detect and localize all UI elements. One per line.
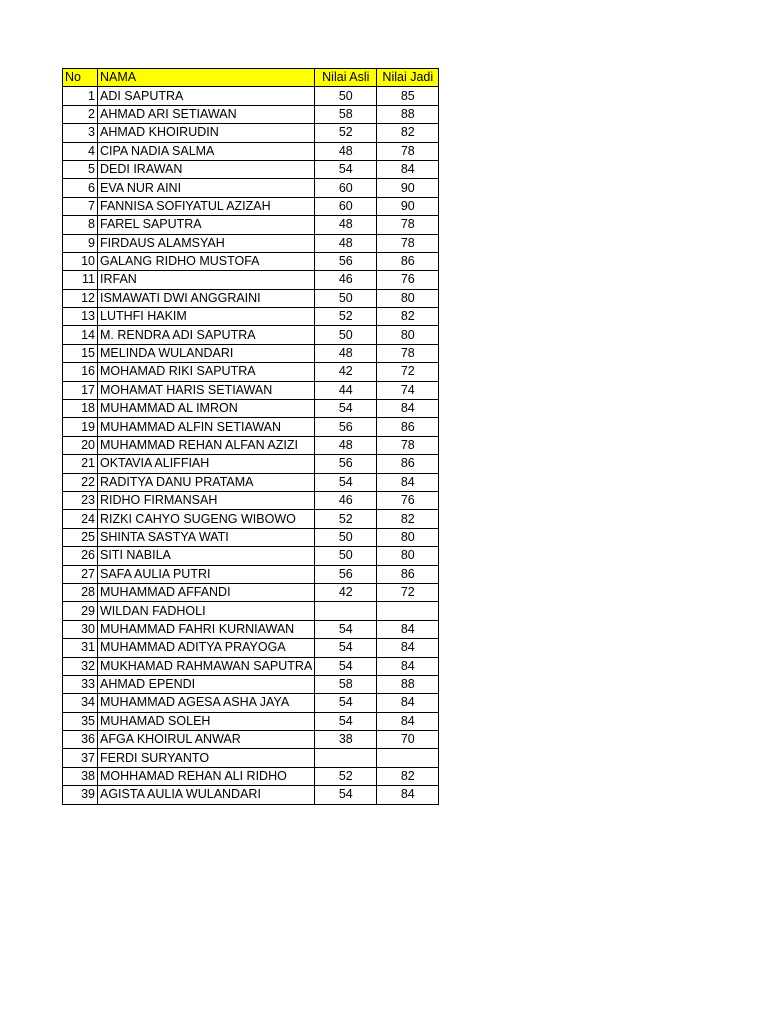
row-nilai-jadi-cell: 84	[377, 473, 439, 491]
table-row	[63, 528, 439, 546]
table-row	[63, 418, 439, 436]
table-row	[63, 234, 439, 252]
row-nilai-asli-cell: 54	[315, 712, 377, 730]
row-no-cell: 34	[63, 694, 98, 712]
row-nilai-jadi-cell: 84	[377, 786, 439, 804]
row-name-cell: LUTHFI HAKIM	[98, 308, 315, 326]
row-nilai-jadi-cell: 78	[377, 344, 439, 362]
row-no-cell: 22	[63, 473, 98, 491]
table-row	[63, 252, 439, 270]
row-nilai-jadi-cell: 86	[377, 455, 439, 473]
table-row	[63, 381, 439, 399]
row-nilai-asli-cell: 50	[315, 87, 377, 105]
row-nilai-asli-cell: 48	[315, 216, 377, 234]
row-no-cell: 15	[63, 344, 98, 362]
table-row	[63, 179, 439, 197]
row-no-cell: 35	[63, 712, 98, 730]
row-nilai-jadi-cell: 80	[377, 326, 439, 344]
header-nilai-jadi: Nilai Jadi	[377, 69, 439, 87]
row-nilai-asli-cell: 42	[315, 583, 377, 601]
row-nilai-asli-cell: 48	[315, 234, 377, 252]
table-row	[63, 363, 439, 381]
table-row	[63, 142, 439, 160]
row-nilai-jadi-cell: 84	[377, 400, 439, 418]
table-row	[63, 786, 439, 804]
row-nilai-jadi-cell: 90	[377, 197, 439, 215]
table-row	[63, 160, 439, 178]
row-name-cell: MOHAMAD RIKI SAPUTRA	[98, 363, 315, 381]
row-name-cell: AHMAD KHOIRUDIN	[98, 124, 315, 142]
row-no-cell: 37	[63, 749, 98, 767]
row-nilai-jadi-cell: 82	[377, 767, 439, 785]
row-no-cell: 20	[63, 436, 98, 454]
header-row	[63, 69, 439, 87]
row-nilai-asli-cell: 54	[315, 400, 377, 418]
row-no-cell: 7	[63, 197, 98, 215]
row-name-cell: SITI NABILA	[98, 547, 315, 565]
row-no-cell: 38	[63, 767, 98, 785]
row-nilai-asli-cell: 38	[315, 731, 377, 749]
row-nilai-asli-cell: 56	[315, 455, 377, 473]
row-nilai-jadi-cell: 84	[377, 657, 439, 675]
table-row	[63, 105, 439, 123]
table-row	[63, 675, 439, 693]
row-nilai-asli-cell: 46	[315, 271, 377, 289]
row-name-cell: AHMAD EPENDI	[98, 675, 315, 693]
row-no-cell: 27	[63, 565, 98, 583]
row-nilai-asli-cell: 52	[315, 124, 377, 142]
row-name-cell: SAFA AULIA PUTRI	[98, 565, 315, 583]
row-nilai-jadi-cell: 88	[377, 105, 439, 123]
row-name-cell: AFGA KHOIRUL ANWAR	[98, 731, 315, 749]
row-nilai-jadi-cell: 84	[377, 639, 439, 657]
row-no-cell: 6	[63, 179, 98, 197]
table-row	[63, 547, 439, 565]
row-name-cell: CIPA NADIA SALMA	[98, 142, 315, 160]
row-nilai-jadi-cell: 84	[377, 160, 439, 178]
row-name-cell: AGISTA AULIA WULANDARI	[98, 786, 315, 804]
row-nilai-jadi-cell: 76	[377, 491, 439, 509]
row-no-cell: 36	[63, 731, 98, 749]
row-no-cell: 13	[63, 308, 98, 326]
row-no-cell: 5	[63, 160, 98, 178]
row-name-cell: GALANG RIDHO MUSTOFA	[98, 252, 315, 270]
row-nilai-asli-cell: 50	[315, 326, 377, 344]
table-row	[63, 197, 439, 215]
row-nilai-asli-cell: 54	[315, 786, 377, 804]
row-nilai-jadi-cell: 80	[377, 547, 439, 565]
row-nilai-jadi-cell: 82	[377, 124, 439, 142]
row-name-cell: MUHAMMAD AFFANDI	[98, 583, 315, 601]
table-row	[63, 767, 439, 785]
row-name-cell: MUHAMMAD AGESA ASHA JAYA	[98, 694, 315, 712]
row-no-cell: 8	[63, 216, 98, 234]
row-name-cell: RIZKI CAHYO SUGENG WIBOWO	[98, 510, 315, 528]
table-row	[63, 308, 439, 326]
row-no-cell: 10	[63, 252, 98, 270]
row-nilai-jadi-cell: 86	[377, 418, 439, 436]
table-row	[63, 271, 439, 289]
row-no-cell: 11	[63, 271, 98, 289]
row-nilai-jadi-cell: 76	[377, 271, 439, 289]
row-nilai-jadi-cell	[377, 602, 439, 620]
row-nilai-jadi-cell: 72	[377, 363, 439, 381]
row-no-cell: 33	[63, 675, 98, 693]
row-nilai-asli-cell: 56	[315, 252, 377, 270]
table-row	[63, 639, 439, 657]
row-nilai-asli-cell: 54	[315, 473, 377, 491]
row-nilai-asli-cell: 54	[315, 620, 377, 638]
row-name-cell: OKTAVIA ALIFFIAH	[98, 455, 315, 473]
row-nilai-asli-cell: 60	[315, 197, 377, 215]
header-no: No	[63, 69, 98, 87]
row-nilai-asli-cell	[315, 602, 377, 620]
row-no-cell: 39	[63, 786, 98, 804]
table-row	[63, 326, 439, 344]
row-nilai-asli-cell: 50	[315, 547, 377, 565]
row-name-cell: ISMAWATI DWI ANGGRAINI	[98, 289, 315, 307]
table-row	[63, 473, 439, 491]
row-nilai-jadi-cell: 78	[377, 216, 439, 234]
row-name-cell: ADI SAPUTRA	[98, 87, 315, 105]
row-nilai-jadi-cell	[377, 749, 439, 767]
row-nilai-asli-cell: 44	[315, 381, 377, 399]
row-nilai-asli-cell: 42	[315, 363, 377, 381]
table-row	[63, 455, 439, 473]
row-nilai-asli-cell: 50	[315, 528, 377, 546]
row-nilai-jadi-cell: 80	[377, 528, 439, 546]
row-no-cell: 30	[63, 620, 98, 638]
row-name-cell: MUHAMMAD AL IMRON	[98, 400, 315, 418]
table-row	[63, 344, 439, 362]
row-nilai-asli-cell: 48	[315, 344, 377, 362]
row-name-cell: MUHAMMAD FAHRI KURNIAWAN	[98, 620, 315, 638]
row-name-cell: MELINDA WULANDARI	[98, 344, 315, 362]
row-nilai-jadi-cell: 84	[377, 694, 439, 712]
row-name-cell: MOHAMAT HARIS SETIAWAN	[98, 381, 315, 399]
row-nilai-jadi-cell: 80	[377, 289, 439, 307]
table-row	[63, 216, 439, 234]
row-nilai-asli-cell: 58	[315, 105, 377, 123]
row-nilai-asli-cell: 54	[315, 694, 377, 712]
row-name-cell: MOHHAMAD REHAN ALI RIDHO	[98, 767, 315, 785]
row-name-cell: M. RENDRA ADI SAPUTRA	[98, 326, 315, 344]
table-row	[63, 87, 439, 105]
row-no-cell: 28	[63, 583, 98, 601]
row-nilai-jadi-cell: 86	[377, 565, 439, 583]
row-nilai-jadi-cell: 90	[377, 179, 439, 197]
row-nilai-asli-cell: 56	[315, 565, 377, 583]
row-name-cell: FERDI SURYANTO	[98, 749, 315, 767]
row-nilai-asli-cell: 54	[315, 160, 377, 178]
row-no-cell: 29	[63, 602, 98, 620]
row-no-cell: 23	[63, 491, 98, 509]
row-no-cell: 9	[63, 234, 98, 252]
row-nilai-jadi-cell: 74	[377, 381, 439, 399]
row-nilai-asli-cell: 52	[315, 308, 377, 326]
row-no-cell: 16	[63, 363, 98, 381]
row-no-cell: 32	[63, 657, 98, 675]
row-name-cell: AHMAD ARI SETIAWAN	[98, 105, 315, 123]
row-name-cell: EVA NUR AINI	[98, 179, 315, 197]
table-row	[63, 620, 439, 638]
table-row	[63, 436, 439, 454]
row-nilai-asli-cell: 54	[315, 657, 377, 675]
row-no-cell: 19	[63, 418, 98, 436]
row-no-cell: 24	[63, 510, 98, 528]
row-nilai-jadi-cell: 82	[377, 510, 439, 528]
table-row	[63, 602, 439, 620]
row-name-cell: RIDHO FIRMANSAH	[98, 491, 315, 509]
row-name-cell: SHINTA SASTYA WATI	[98, 528, 315, 546]
row-name-cell: MUHAMMAD ALFIN SETIAWAN	[98, 418, 315, 436]
row-name-cell: FAREL SAPUTRA	[98, 216, 315, 234]
row-name-cell: RADITYA DANU PRATAMA	[98, 473, 315, 491]
row-no-cell: 18	[63, 400, 98, 418]
row-no-cell: 17	[63, 381, 98, 399]
table-row	[63, 749, 439, 767]
row-nilai-asli-cell	[315, 749, 377, 767]
row-name-cell: FANNISA SOFIYATUL AZIZAH	[98, 197, 315, 215]
row-nilai-jadi-cell: 85	[377, 87, 439, 105]
row-nilai-jadi-cell: 70	[377, 731, 439, 749]
row-name-cell: MUKHAMAD RAHMAWAN SAPUTRA	[98, 657, 315, 675]
grades-table	[62, 68, 439, 805]
row-nilai-jadi-cell: 78	[377, 142, 439, 160]
row-name-cell: IRFAN	[98, 271, 315, 289]
row-nilai-asli-cell: 48	[315, 436, 377, 454]
row-no-cell: 4	[63, 142, 98, 160]
row-nilai-asli-cell: 52	[315, 767, 377, 785]
table-body	[63, 87, 439, 804]
row-no-cell: 2	[63, 105, 98, 123]
row-nilai-jadi-cell: 86	[377, 252, 439, 270]
row-nilai-jadi-cell: 78	[377, 234, 439, 252]
row-nilai-jadi-cell: 72	[377, 583, 439, 601]
row-nilai-jadi-cell: 84	[377, 712, 439, 730]
table-row	[63, 510, 439, 528]
row-no-cell: 31	[63, 639, 98, 657]
row-nilai-jadi-cell: 82	[377, 308, 439, 326]
row-nilai-jadi-cell: 84	[377, 620, 439, 638]
row-nilai-asli-cell: 60	[315, 179, 377, 197]
table-row	[63, 124, 439, 142]
row-nilai-asli-cell: 48	[315, 142, 377, 160]
header-nama: NAMA	[98, 69, 315, 87]
table-row	[63, 657, 439, 675]
row-name-cell: FIRDAUS ALAMSYAH	[98, 234, 315, 252]
row-nilai-asli-cell: 50	[315, 289, 377, 307]
table-row	[63, 712, 439, 730]
table-row	[63, 583, 439, 601]
row-nilai-asli-cell: 46	[315, 491, 377, 509]
row-no-cell: 26	[63, 547, 98, 565]
row-nilai-jadi-cell: 88	[377, 675, 439, 693]
row-name-cell: WILDAN FADHOLI	[98, 602, 315, 620]
row-no-cell: 25	[63, 528, 98, 546]
row-nilai-asli-cell: 56	[315, 418, 377, 436]
row-nilai-asli-cell: 54	[315, 639, 377, 657]
row-name-cell: MUHAMMAD REHAN ALFAN AZIZI	[98, 436, 315, 454]
table-row	[63, 731, 439, 749]
row-nilai-asli-cell: 58	[315, 675, 377, 693]
table-row	[63, 565, 439, 583]
table-row	[63, 491, 439, 509]
table-row	[63, 694, 439, 712]
row-no-cell: 1	[63, 87, 98, 105]
row-no-cell: 12	[63, 289, 98, 307]
row-no-cell: 3	[63, 124, 98, 142]
table-row	[63, 400, 439, 418]
table-row	[63, 289, 439, 307]
row-no-cell: 21	[63, 455, 98, 473]
row-no-cell: 14	[63, 326, 98, 344]
header-nilai-asli: Nilai Asli	[315, 69, 377, 87]
row-name-cell: MUHAMAD SOLEH	[98, 712, 315, 730]
row-nilai-jadi-cell: 78	[377, 436, 439, 454]
row-nilai-asli-cell: 52	[315, 510, 377, 528]
row-name-cell: DEDI IRAWAN	[98, 160, 315, 178]
row-name-cell: MUHAMMAD ADITYA PRAYOGA	[98, 639, 315, 657]
